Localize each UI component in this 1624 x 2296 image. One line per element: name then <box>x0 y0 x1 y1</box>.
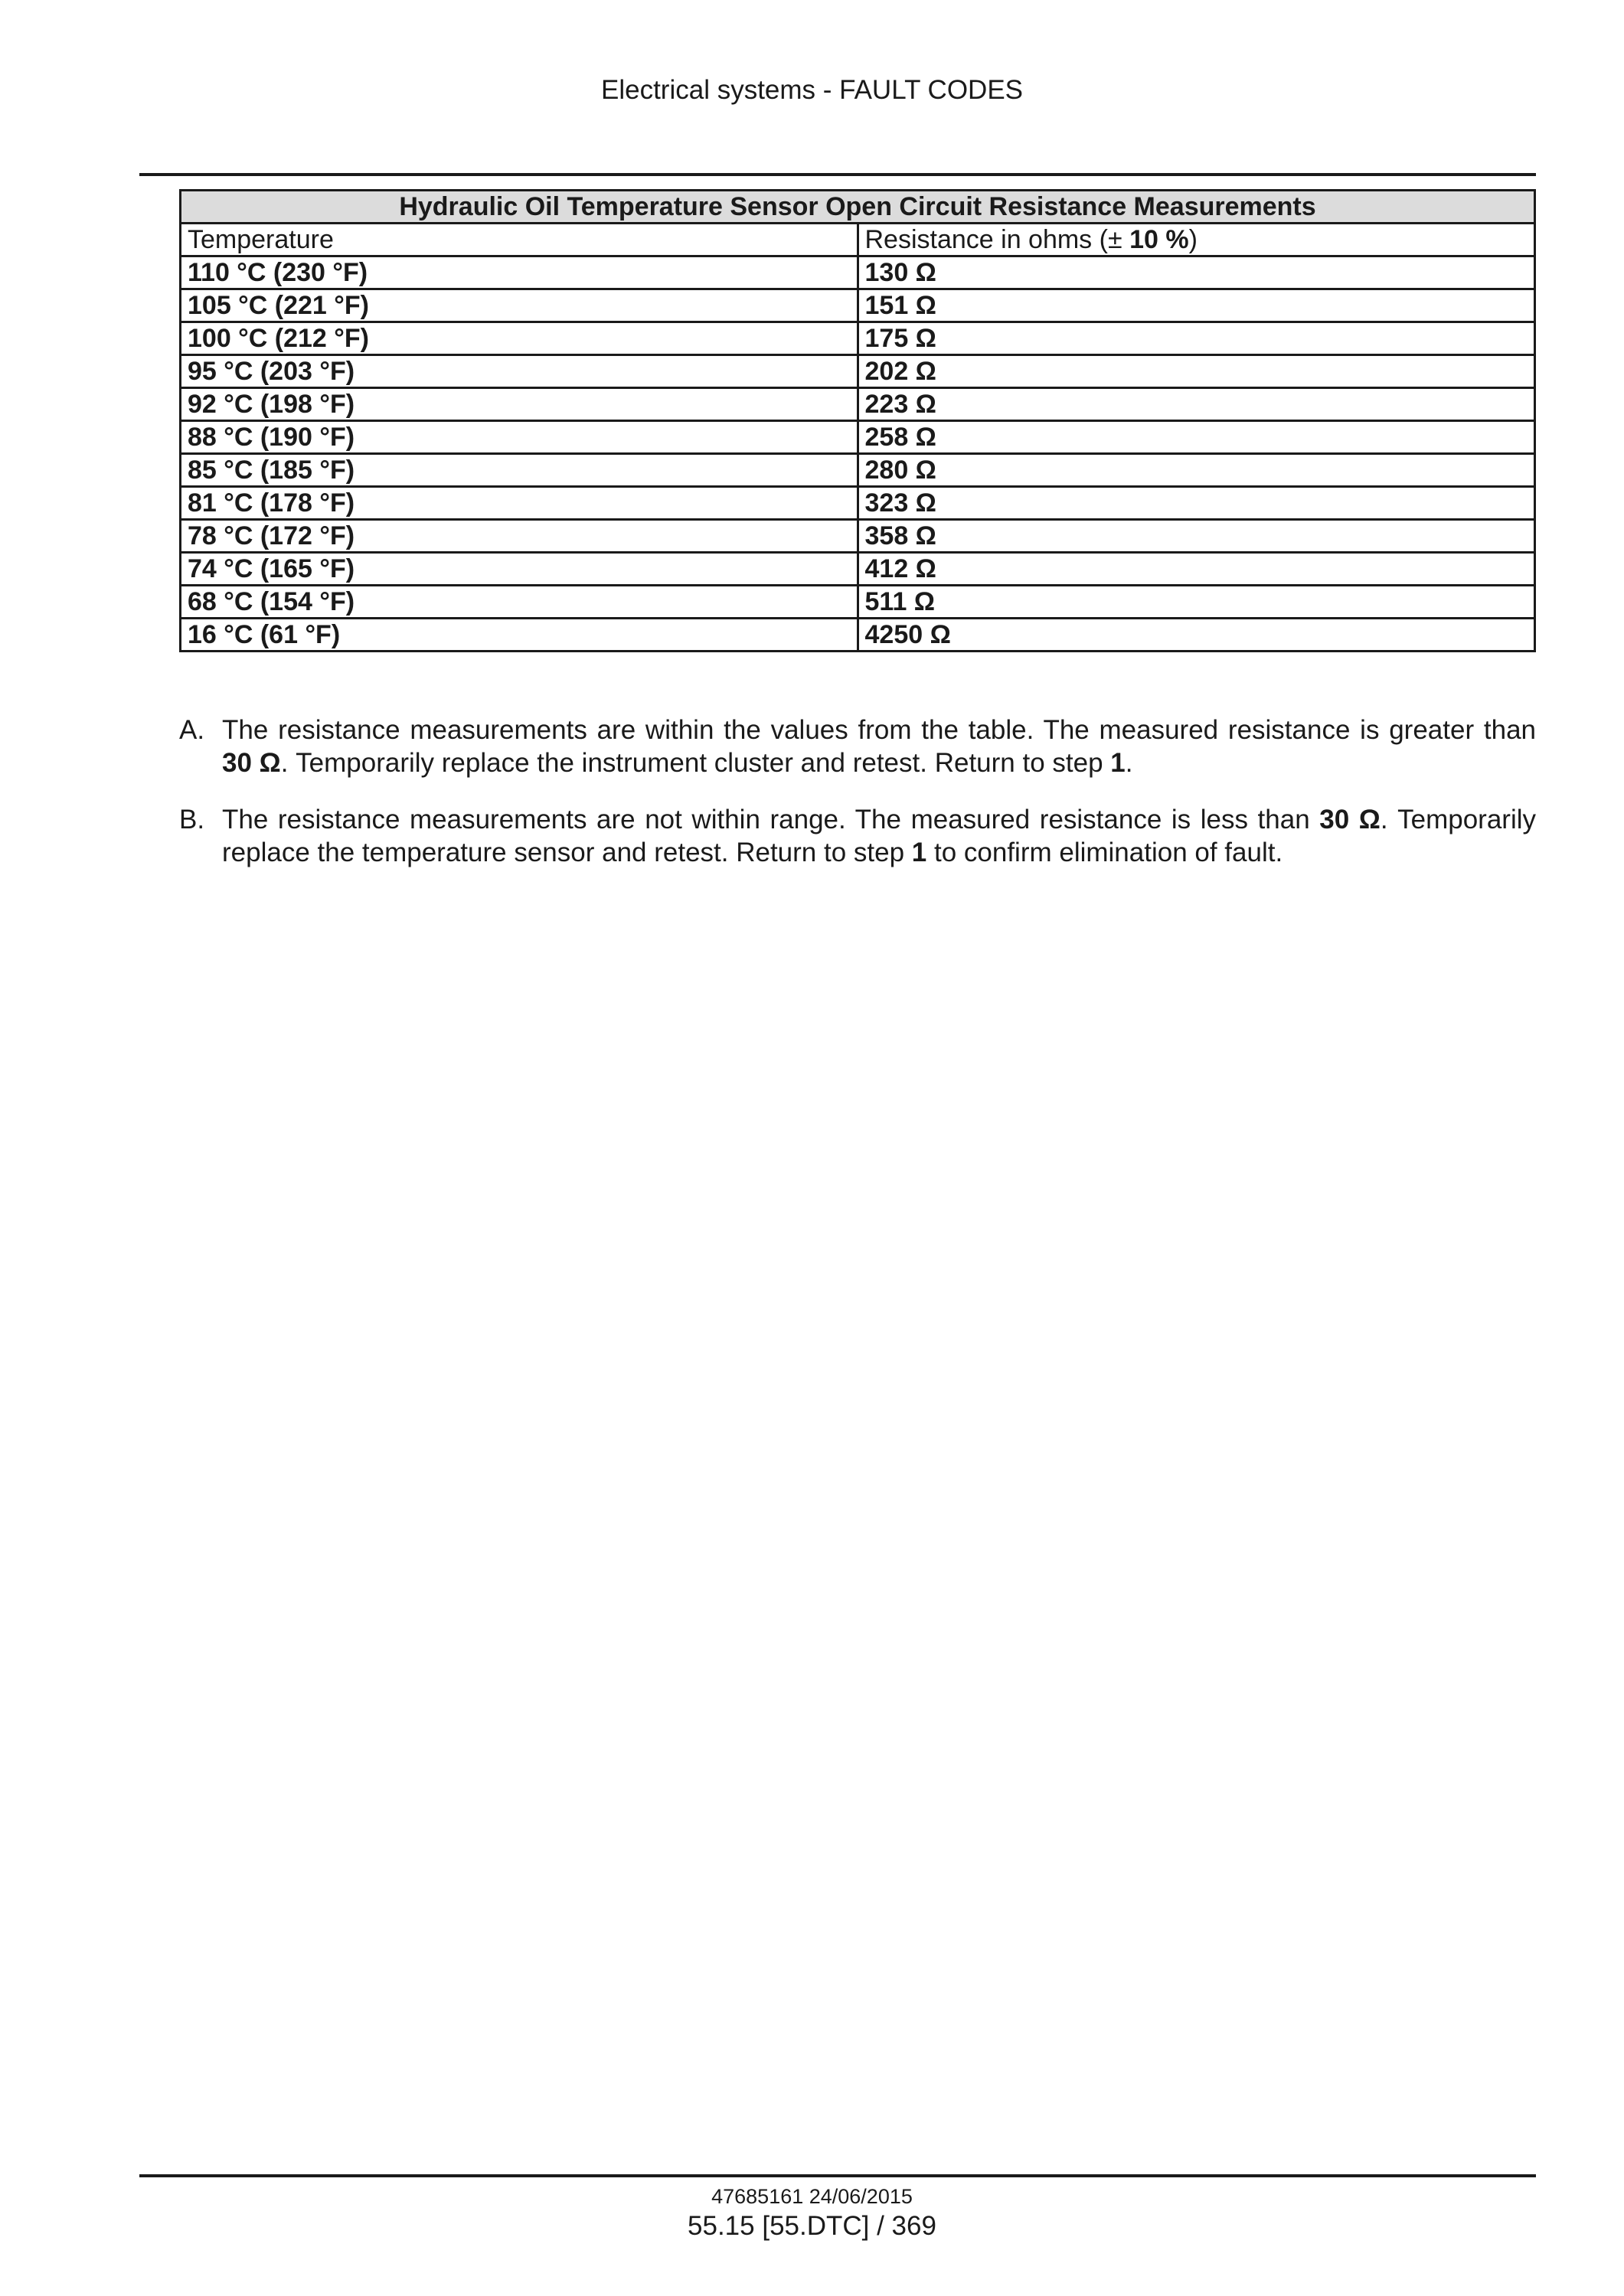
page-header-title: Electrical systems - FAULT CODES <box>600 75 1024 105</box>
table-row <box>181 454 1535 487</box>
temperature-cell: 85 °C (185 °F) <box>181 454 858 487</box>
temperature-cell: 110 °C (230 °F) <box>181 256 858 289</box>
table-row <box>181 520 1535 553</box>
temperature-cell: 78 °C (172 °F) <box>181 520 858 553</box>
resistance-cell: 151 Ω <box>858 289 1535 322</box>
item-text: The resistance measurements are not within range. The measured resistance is less than 30 Ω. Temporarily replace the temperature sensor and retest. Return to step 1 to confirm elimination of fault. <box>222 805 1537 867</box>
table-row <box>181 355 1535 388</box>
temperature-cell: 68 °C (154 °F) <box>181 586 858 619</box>
footer-document-reference: 47685161 24/06/2015 <box>711 2185 913 2208</box>
resistance-cell: 4250 Ω <box>858 619 1535 652</box>
resistance-cell: 175 Ω <box>858 322 1535 355</box>
header-divider <box>139 173 1536 176</box>
table-row <box>181 487 1535 520</box>
table-row <box>181 553 1535 586</box>
temperature-cell: 81 °C (178 °F) <box>181 487 858 520</box>
resistance-table <box>179 189 1536 652</box>
table-row <box>181 421 1535 454</box>
resistance-cell: 323 Ω <box>858 487 1535 520</box>
resistance-cell: 258 Ω <box>858 421 1535 454</box>
item-marker: A. <box>179 715 205 745</box>
table-row <box>181 586 1535 619</box>
resistance-cell: 202 Ω <box>858 355 1535 388</box>
resistance-cell: 223 Ω <box>858 388 1535 421</box>
item-text: The resistance measurements are within the values from the table. The measured resistance is greater than 30 Ω. Temporarily replace the instrument cluster and retest. Return to step 1. <box>222 715 1536 778</box>
temperature-cell: 16 °C (61 °F) <box>181 619 858 652</box>
item-marker: B. <box>179 805 205 834</box>
table-row <box>181 256 1535 289</box>
resistance-cell: 358 Ω <box>858 520 1535 553</box>
column-header-temperature: Temperature <box>181 224 858 256</box>
table-row <box>181 289 1535 322</box>
table-row <box>181 322 1535 355</box>
resistance-cell: 412 Ω <box>858 553 1535 586</box>
temperature-cell: 95 °C (203 °F) <box>181 355 858 388</box>
column-header-resistance: Resistance in ohms (± 10 %) <box>858 224 1535 256</box>
table-row <box>181 619 1535 652</box>
procedure-item-a <box>179 714 1536 779</box>
resistance-cell: 511 Ω <box>858 586 1535 619</box>
table-row <box>181 388 1535 421</box>
resistance-cell: 280 Ω <box>858 454 1535 487</box>
table-caption: Hydraulic Oil Temperature Sensor Open Circuit Resistance Measurements <box>181 191 1535 224</box>
footer-divider <box>139 2174 1536 2177</box>
temperature-cell: 92 °C (198 °F) <box>181 388 858 421</box>
resistance-cell: 130 Ω <box>858 256 1535 289</box>
temperature-cell: 88 °C (190 °F) <box>181 421 858 454</box>
footer-page-number: 55.15 [55.DTC] / 369 <box>688 2211 936 2241</box>
temperature-cell: 74 °C (165 °F) <box>181 553 858 586</box>
temperature-cell: 100 °C (212 °F) <box>181 322 858 355</box>
procedure-item-b <box>179 803 1536 869</box>
temperature-cell: 105 °C (221 °F) <box>181 289 858 322</box>
